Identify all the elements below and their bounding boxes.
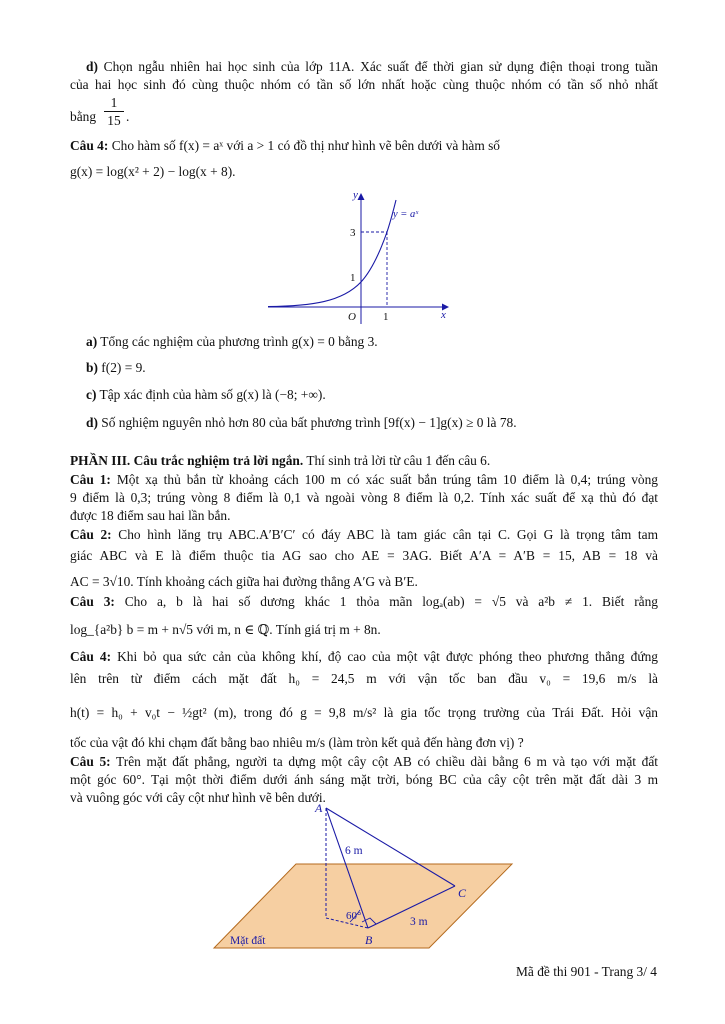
s3-text1: Cho a, b là hai số dương khác 1 thỏa mãn logₐ(ab) = √5 và a²b ≠ 1. Biết rằng (124, 594, 658, 609)
cau4-line2-block (70, 163, 658, 181)
s4-block (70, 648, 658, 752)
q3d-line2: của hai học sinh đó cùng thuộc nhóm có tần số lớn nhất hoặc cùng thuộc nhóm có tần số nhỏ nhất (70, 77, 658, 92)
q3d-line2-block (70, 76, 658, 94)
point-A-label: A (315, 801, 323, 815)
cau4-formula: g(x) = log(x² + 2) − log(x + 8). (70, 164, 236, 179)
tick-y-1: 1 (350, 272, 356, 284)
origin-label: O (348, 311, 356, 323)
question-label: Câu 4: (70, 138, 109, 153)
s4-text1: Khi bỏ qua sức cản của không khí, độ cao của một vật được phóng theo phương thẳng đứng (117, 649, 658, 664)
s2-text3: AC = 3√10. Tính khoảng cách giữa hai đường thẳng A′G và B′E. (70, 574, 418, 589)
option-label: d) (86, 415, 98, 430)
s3-block (70, 593, 658, 639)
ground-label: Mặt đất (230, 935, 266, 947)
fraction (104, 94, 124, 129)
s5-text3: và vuông góc với cây cột như hình vẽ bên dưới. (70, 790, 326, 805)
option-b (86, 359, 658, 377)
s5-text1: Trên mặt đất phẳng, người ta dựng một cây cột AB có chiều dài bằng 6 m và tạo với mặt đất (116, 754, 658, 769)
tick-y-3: 3 (350, 227, 356, 239)
s3-text2: log_{a²b} b = m + n√5 với m, n ∈ ℚ. Tính giá trị m + 8n. (70, 622, 381, 637)
q3d-line3-block (70, 94, 658, 134)
s1-text3: được 18 điểm sau hai lần bắn. (70, 508, 231, 523)
option-label: b) (86, 360, 98, 375)
angle-label: 60° (346, 910, 362, 922)
x-axis-label: x (441, 309, 446, 321)
fraction-numerator: 1 (110, 95, 118, 110)
curve-label: y = aˣ (393, 209, 419, 220)
q3d-text3: bằng (70, 109, 97, 124)
option-text: Số nghiệm nguyên nhỏ hơn 80 của bất phương trình [9f(x) − 1]g(x) ≥ 0 là 78. (101, 415, 517, 430)
q3d-period: . (126, 109, 130, 124)
y-axis-label: y (353, 189, 358, 201)
part3-instruction: Thí sinh trả lời từ câu 1 đến câu 6. (306, 453, 491, 468)
s2-text1: Cho hình lăng trụ ABC.A′B′C′ có đáy ABC là tam giác cân tại C. Gọi G là trọng tâm tam (118, 527, 658, 542)
part3-heading (70, 452, 658, 470)
s1-text1: Một xạ thủ bắn từ khoảng cách 100 m có xác suất bắn trúng tâm 10 điểm là 0,4; trúng vòng (116, 472, 658, 487)
s1-block (70, 471, 658, 525)
length-AB-label: 6 m (345, 845, 363, 857)
exponential-curve (268, 200, 396, 307)
option-label: d) (86, 59, 98, 74)
s4-text4: tốc của vật đó khi chạm đất bằng bao nhiêu m/s (làm tròn kết quả đến hàng đơn vị) ? (70, 735, 524, 750)
tick-x-1: 1 (383, 311, 389, 323)
question-d-block (86, 58, 658, 76)
cau4-block (70, 137, 658, 155)
option-label: c) (86, 387, 97, 402)
option-text: Tập xác định của hàm số g(x) là (−8; +∞). (99, 387, 326, 402)
cau4-text1: Cho hàm số f(x) = aˣ với a > 1 có đồ thị như hình vẽ bên dưới và hàm số (111, 138, 500, 153)
s5-text2: một góc 60°. Tại một thời điểm dưới ánh sáng mặt trời, bóng BC của cây cột trên mặt đất dài 3 m (70, 772, 658, 787)
cau4-line1 (70, 137, 658, 155)
question-label: Câu 4: (70, 649, 112, 664)
q3d-text1: Chọn ngẫu nhiên hai học sinh của lớp 11A. Xác suất để thời gian sử dụng điện thoại trong tuần (103, 59, 658, 74)
point-C-label: C (458, 886, 467, 900)
s2-block (70, 526, 658, 591)
question-label: Câu 5: (70, 754, 111, 769)
s2-text2: giác ABC và E là điểm thuộc tia AG sao cho AE = 3AG. Biết A′A = A′B = 15, AB = 18 và (70, 548, 658, 563)
exponential-graph (262, 184, 462, 326)
fraction-denominator: 15 (104, 111, 124, 129)
s1-text2: 9 điểm là 0,3; trúng vòng 8 điểm là 0,1 và ngoài vòng 8 điểm là 0,2. Tính xác suất để xạ thủ đó đạt (70, 490, 658, 505)
length-BC-label: 3 m (410, 916, 428, 928)
option-a (86, 333, 658, 351)
option-text: f(2) = 9. (101, 360, 146, 375)
option-d (86, 414, 658, 432)
option-label: a) (86, 334, 98, 349)
pole-shadow-figure (200, 798, 520, 956)
q3d-line1 (86, 58, 658, 76)
s4-text2: lên trên từ điểm cách mặt đất h₀ = 24,5 m với vận tốc ban đầu v₀ = 19,6 m/s là (70, 671, 658, 686)
point-B-label: B (365, 933, 373, 947)
part3-title: PHẦN III. Câu trắc nghiệm trả lời ngắn. (70, 453, 304, 468)
s4-text3: h(t) = h₀ + v₀t − ½gt² (m), trong đó g = 9,8 m/s² là gia tốc trọng trường của Trái Đất. Hỏi vận (70, 705, 658, 720)
option-c (86, 386, 658, 404)
question-label: Câu 3: (70, 594, 115, 609)
question-label: Câu 2: (70, 527, 112, 542)
page-footer: Mã đề thi 901 - Trang 3/ 4 (516, 964, 657, 979)
option-text: Tổng các nghiệm của phương trình g(x) = 0 bằng 3. (100, 334, 378, 349)
question-label: Câu 1: (70, 472, 111, 487)
